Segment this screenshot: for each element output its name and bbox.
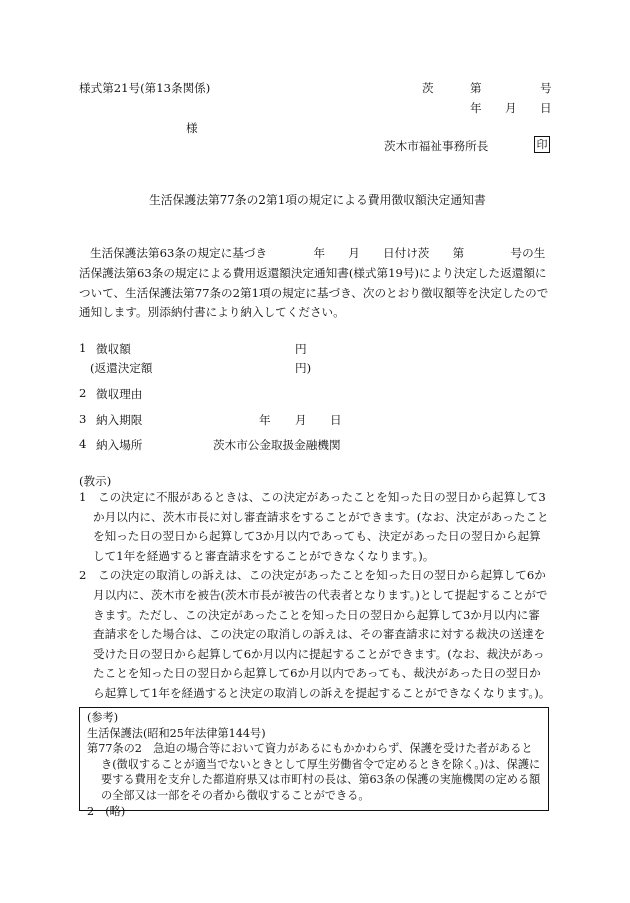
date-month: 月	[505, 101, 517, 115]
item-1-number: 1	[79, 341, 87, 355]
item-1-sub-label: (返還決定額	[90, 361, 153, 375]
form-number: 様式第21号(第13条関係)	[79, 81, 211, 95]
doc-number-prefix: 茨	[422, 81, 434, 95]
reference-box	[79, 707, 549, 818]
item-1-sub-unit: 円)	[295, 361, 312, 375]
item-4-number: 4	[79, 437, 87, 451]
addressee-suffix: 様	[186, 121, 198, 135]
intro-line: ついて、生活保護法第77条の2第1項の規定に基づき、次のとおり徴収額等を決定したので	[79, 285, 549, 300]
intro-paragraph	[90, 244, 552, 264]
date-year: 年	[470, 101, 482, 115]
item-3-label: 納入期限	[96, 413, 143, 427]
instruction-heading: (教示)	[79, 474, 112, 488]
item-2-label: 徴収理由	[96, 387, 143, 401]
reference-item-2: 2 (略)	[87, 804, 126, 818]
item-3-year: 年	[259, 413, 271, 427]
intro-line: 通知します。別添納付書により納入してください。	[79, 305, 345, 320]
item-1-unit: 円	[295, 342, 307, 356]
instruction-item-2: 2 この決定の取消しの訴えは、この決定があったことを知った日の翌日から起算して6か月以内に、茨木市を被告(茨木市長が被告の代表者となります。)として提起することができます。ただし、この決定があったことを知った日の翌日から起算して3か月以内に審査請求をした場合は、この決定の取消しの訴えは、その審査請求に対する裁決の送達を受けた日の翌日から起算して6か月以内に提起することができます。(なお、裁決があったことを知った日の翌日から起算して6か月以内であっても、裁決があった日の翌日から起算して1年を経過すると決定の取消しの訴えを提起することができなくなります。)。	[79, 568, 551, 700]
document-title: 生活保護法第77条の2第1項の規定による費用徴収額決定通知書	[149, 193, 486, 207]
item-3-number: 3	[79, 412, 87, 426]
date-day: 日	[540, 101, 552, 115]
intro-paragraph-cont	[79, 264, 551, 323]
item-1-label: 徴収額	[96, 342, 131, 356]
item-4-label: 納入場所	[96, 438, 143, 452]
intro-line: 活保護法第63条の規定による費用返還額決定通知書(様式第19号)により決定した返還額に	[79, 266, 547, 280]
seal-mark: 印	[534, 136, 550, 153]
reference-heading: (参考)	[87, 711, 119, 724]
item-3-month: 月	[295, 413, 307, 427]
item-3-day: 日	[330, 413, 342, 427]
reference-article: 第77条の2 急迫の場合等において資力があるにもかかわらず、保護を受けた者があるとき(徴収することが適当でないときとして厚生労働省令で定めるときを除く。)は、保護に要する費用を支弁した都道府県又は市町村の長は、第63条の保護の実施機関の定める額の全部又は一部をその者から徴収することができる。	[87, 742, 541, 802]
instruction-list	[79, 488, 551, 704]
doc-number-go: 号	[540, 81, 552, 95]
intro-line: 生活保護法第63条の規定に基づき 年 月 日付け茨 第 号の生	[90, 246, 546, 260]
issuer-name: 茨木市福祉事務所長	[384, 139, 489, 153]
reference-law-title: 生活保護法(昭和25年法律第144号)	[87, 726, 266, 740]
item-4-value: 茨木市公金取扱金融機関	[213, 438, 341, 452]
doc-number-dai: 第	[470, 81, 482, 95]
instruction-item-1: 1 この決定に不服があるときは、この決定があったことを知った日の翌日から起算して3か月以内に、茨木市長に対し審査請求をすることができます。(なお、決定があったことを知った日の翌日から起算して3か月以内であっても、決定があった日の翌日から起算して1年を経過すると審査請求をすることができなくなります。)。	[79, 490, 549, 563]
item-2-number: 2	[79, 386, 87, 400]
